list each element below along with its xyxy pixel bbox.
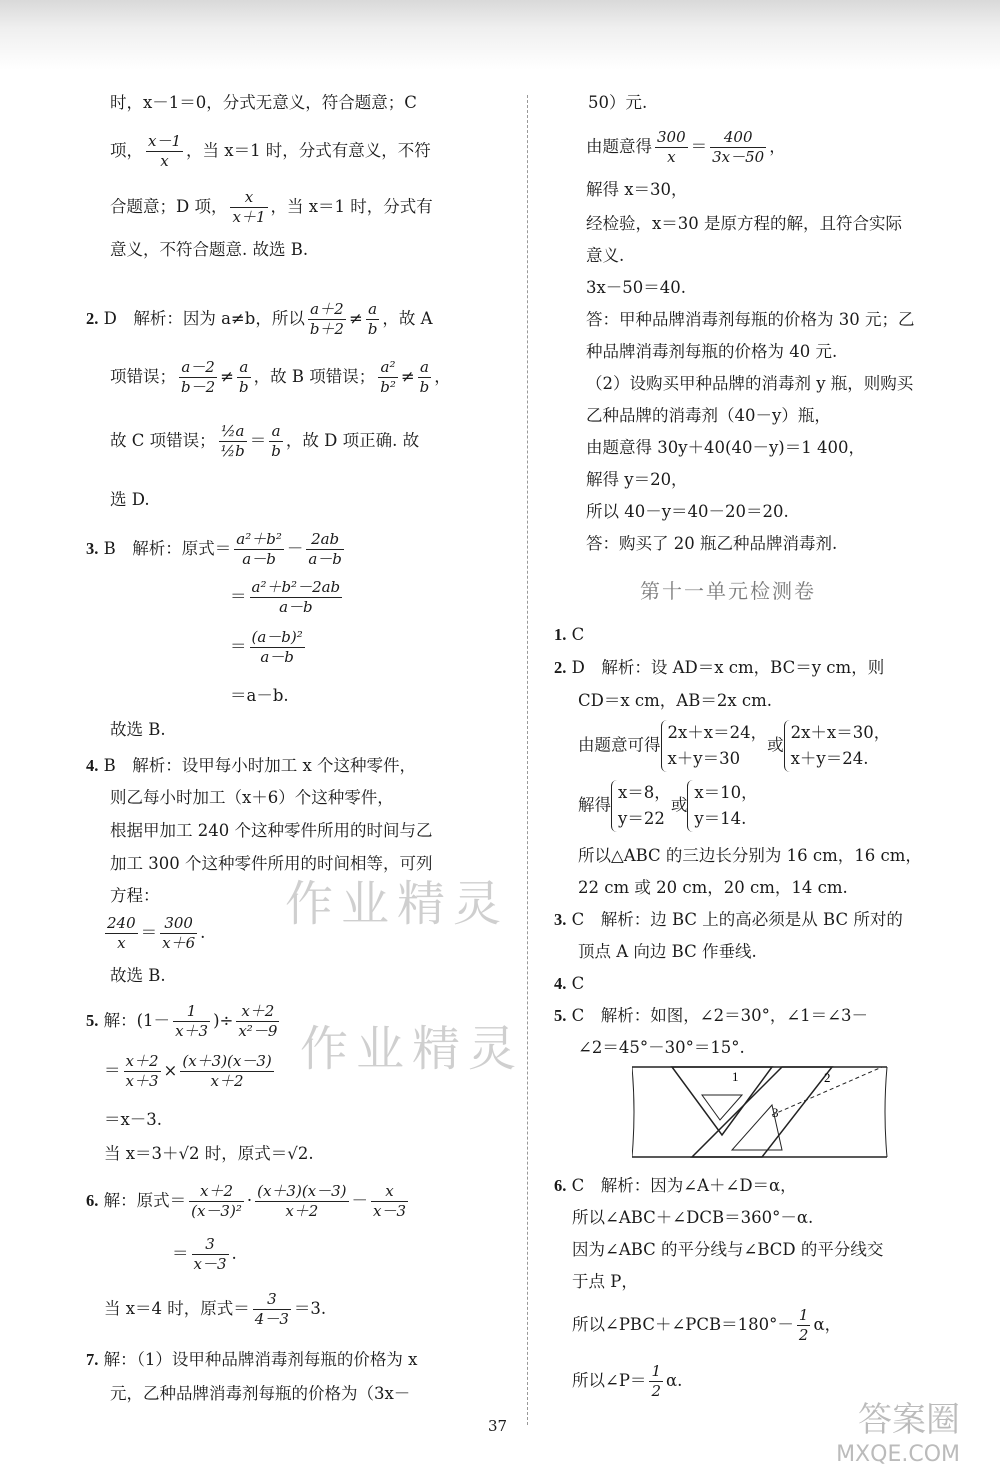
line: ∠2＝45°－30°＝15°. (578, 1038, 745, 1057)
line: ＝ $\frac{3}{x-3}$ . (172, 1235, 237, 1273)
line: 所以 40－y＝40－20＝20. (586, 502, 789, 521)
line: 根据甲加工 240 个这种零件所用的时间与乙 (110, 821, 433, 840)
line: 项错误； $\frac{a-2}{b-2}$ ≠ $\frac{a}{b}$ ，故 B 项错误； $\frac{\text{a²}}{\text{b²}}$ ≠ $\frac{a}{b}$ ， (110, 358, 451, 396)
line: 意义，不符合题意. 故选 B. (110, 240, 309, 259)
line: 则乙每小时加工（x＋6）个这种零件， (110, 788, 394, 807)
triangle-ruler-figure (632, 1065, 892, 1160)
section-title: 第十一单元检测卷 (640, 579, 816, 603)
answer-6: 6. C 解析：因为∠A＋∠D＝α， (554, 1176, 797, 1195)
question-3: 3. B 解析：原式＝ $\frac{\text{a²＋b²}}{a-b}$ － $\frac{2ab}{a-b}$ (86, 530, 342, 568)
column-divider (527, 95, 528, 1425)
watermark: 作业精灵 (285, 876, 510, 932)
line: 顶点 A 向边 BC 作垂线. (578, 942, 757, 961)
line: ＝a－b. (230, 686, 289, 705)
line: 故 C 项错误； $\frac{\text{½a}}{\text{½b}}$ ＝ $\frac{a}{b}$ ，故 D 项正确. 故 (110, 422, 420, 460)
answer-4: 4. C (554, 974, 585, 993)
line: 答：甲种品牌消毒剂每瓶的价格为 30 元；乙 (586, 310, 915, 329)
line: 经检验，x＝30 是原方程的解，且符合实际 (586, 214, 903, 233)
figure-label: 3 (772, 1105, 779, 1120)
fraction: $\frac{x-1}{x}$ (148, 132, 182, 170)
line: 意义. (586, 246, 625, 265)
line: 当 x＝3＋√2 时，原式＝√2. (104, 1144, 314, 1163)
line: 3x－50＝40. (586, 278, 687, 297)
equation: $\frac{240}{x}$ ＝ $\frac{300}{x+6}$ . (107, 914, 206, 952)
line: ＝x－3. (104, 1110, 163, 1129)
fraction: $\frac{x}{x+1}$ (232, 188, 266, 226)
question-7: 7. 解：（1）设甲种品牌消毒剂每瓶的价格为 x (86, 1350, 418, 1369)
line: 故选 B. (110, 966, 166, 985)
line: 当 x＝4 时，原式＝ $\frac{3}{4-3}$ ＝3. (104, 1290, 327, 1328)
line: 元，乙种品牌消毒剂每瓶的价格为（3x－ (110, 1384, 411, 1403)
watermark: 作业精灵 (300, 1021, 525, 1077)
answer-5: 5. C 解析：如图，∠2＝30°，∠1＝∠3－ (554, 1006, 868, 1025)
line: 解得 y＝20， (586, 470, 688, 489)
answer-2: 2. D 解析：设 AD＝x cm，BC＝y cm，则 (554, 658, 885, 677)
answer-3: 3. C 解析：边 BC 上的高必须是从 BC 所对的 (554, 910, 903, 929)
line: ＝ $\frac{\text{a²＋b²－2ab}}{a-b}$ (230, 578, 341, 616)
watermark-site: MXQE.COM (836, 1442, 960, 1467)
figure-label: 1 (732, 1069, 739, 1084)
line: ＝ $\frac{x+2}{x+3}$ × $\frac{(x+3)(x-3)}{x+2}$ (104, 1052, 272, 1090)
line: 方程： (110, 886, 160, 905)
line: 乙种品牌的消毒剂（40－y）瓶， (586, 406, 831, 425)
page-number: 37 (488, 1417, 508, 1435)
line: 22 cm 或 20 cm，20 cm，14 cm. (578, 878, 848, 897)
line: 由题意得 30y＋40(40－y)＝1 400， (586, 438, 865, 457)
line: 50）元. (588, 93, 648, 112)
question-4: 4. B 解析：设甲每小时加工 x 个这种零件， (86, 756, 417, 775)
line: 合题意；D 项， $\frac{x}{x+1}$ ，当 x＝1 时，分式有 (110, 188, 433, 226)
scan-top-band (0, 0, 1000, 70)
line: 加工 300 个这种零件所用的时间相等，可列 (110, 854, 433, 873)
line: ＝ $\frac{\text{(a－b)²}}{a-b}$ (230, 628, 303, 666)
question-6: 6. 解：原式＝ $\frac{x+2}{\text{(x－3)²}}$ · $\frac{(x+3)(x-3)}{x+2}$ － $\frac{x}{x-3}$ (86, 1182, 407, 1220)
line: 选 D. (110, 490, 150, 509)
line: 答：购买了 20 瓶乙种品牌消毒剂. (586, 534, 838, 553)
line: 所以∠PBC＋∠PCB＝180°－ $\frac{1}{2}$ α， (572, 1306, 842, 1344)
watermark-logo: 答案圈 (858, 1400, 960, 1440)
line: 解得 x＝30， (586, 180, 688, 199)
line: 因为∠ABC 的平分线与∠BCD 的平分线交 (572, 1240, 884, 1259)
line: 故选 B. (110, 720, 166, 739)
line: 所以∠ABC＋∠DCB＝360°－α. (572, 1208, 814, 1227)
line: 于点 P， (572, 1272, 638, 1291)
figure-label: 2 (824, 1070, 831, 1085)
line: CD＝x cm，AB＝2x cm. (578, 691, 773, 710)
line: 项， $\frac{x-1}{x}$ ，当 x＝1 时，分式有意义，不符 (110, 132, 431, 170)
line: 所以∠P＝ $\frac{1}{2}$ α. (572, 1362, 683, 1400)
line: 种品牌消毒剂每瓶的价格为 40 元. (586, 342, 838, 361)
system-line: 解得x＝8， y＝22或x＝10， y＝14. (578, 780, 758, 832)
question-5: 5. 解：(1－ $\frac{1}{x+3}$ )÷ $\frac{x+2}{\text{x²－9}}$ (86, 1002, 278, 1040)
line: 所以△ABC 的三边长分别为 16 cm，16 cm， (578, 846, 922, 865)
answer-1: 1. C (554, 625, 585, 644)
equation: 由题意得 $\frac{300}{x}$ ＝ $\frac{400}{3x-50}$ ， (586, 128, 786, 166)
question-2: 2. D 解析：因为 a≠b，所以 $\frac{a+2}{b+2}$ ≠ $\frac{a}{b}$ ，故 A (86, 300, 433, 338)
system-line: 由题意可得2x＋x＝24， x＋y＝30或2x＋x＝30， x＋y＝24. (578, 720, 890, 772)
line: （2）设购买甲种品牌的消毒剂 y 瓶，则购买 (586, 374, 914, 393)
line: 时，x－1＝0，分式无意义，符合题意；C (110, 93, 417, 112)
